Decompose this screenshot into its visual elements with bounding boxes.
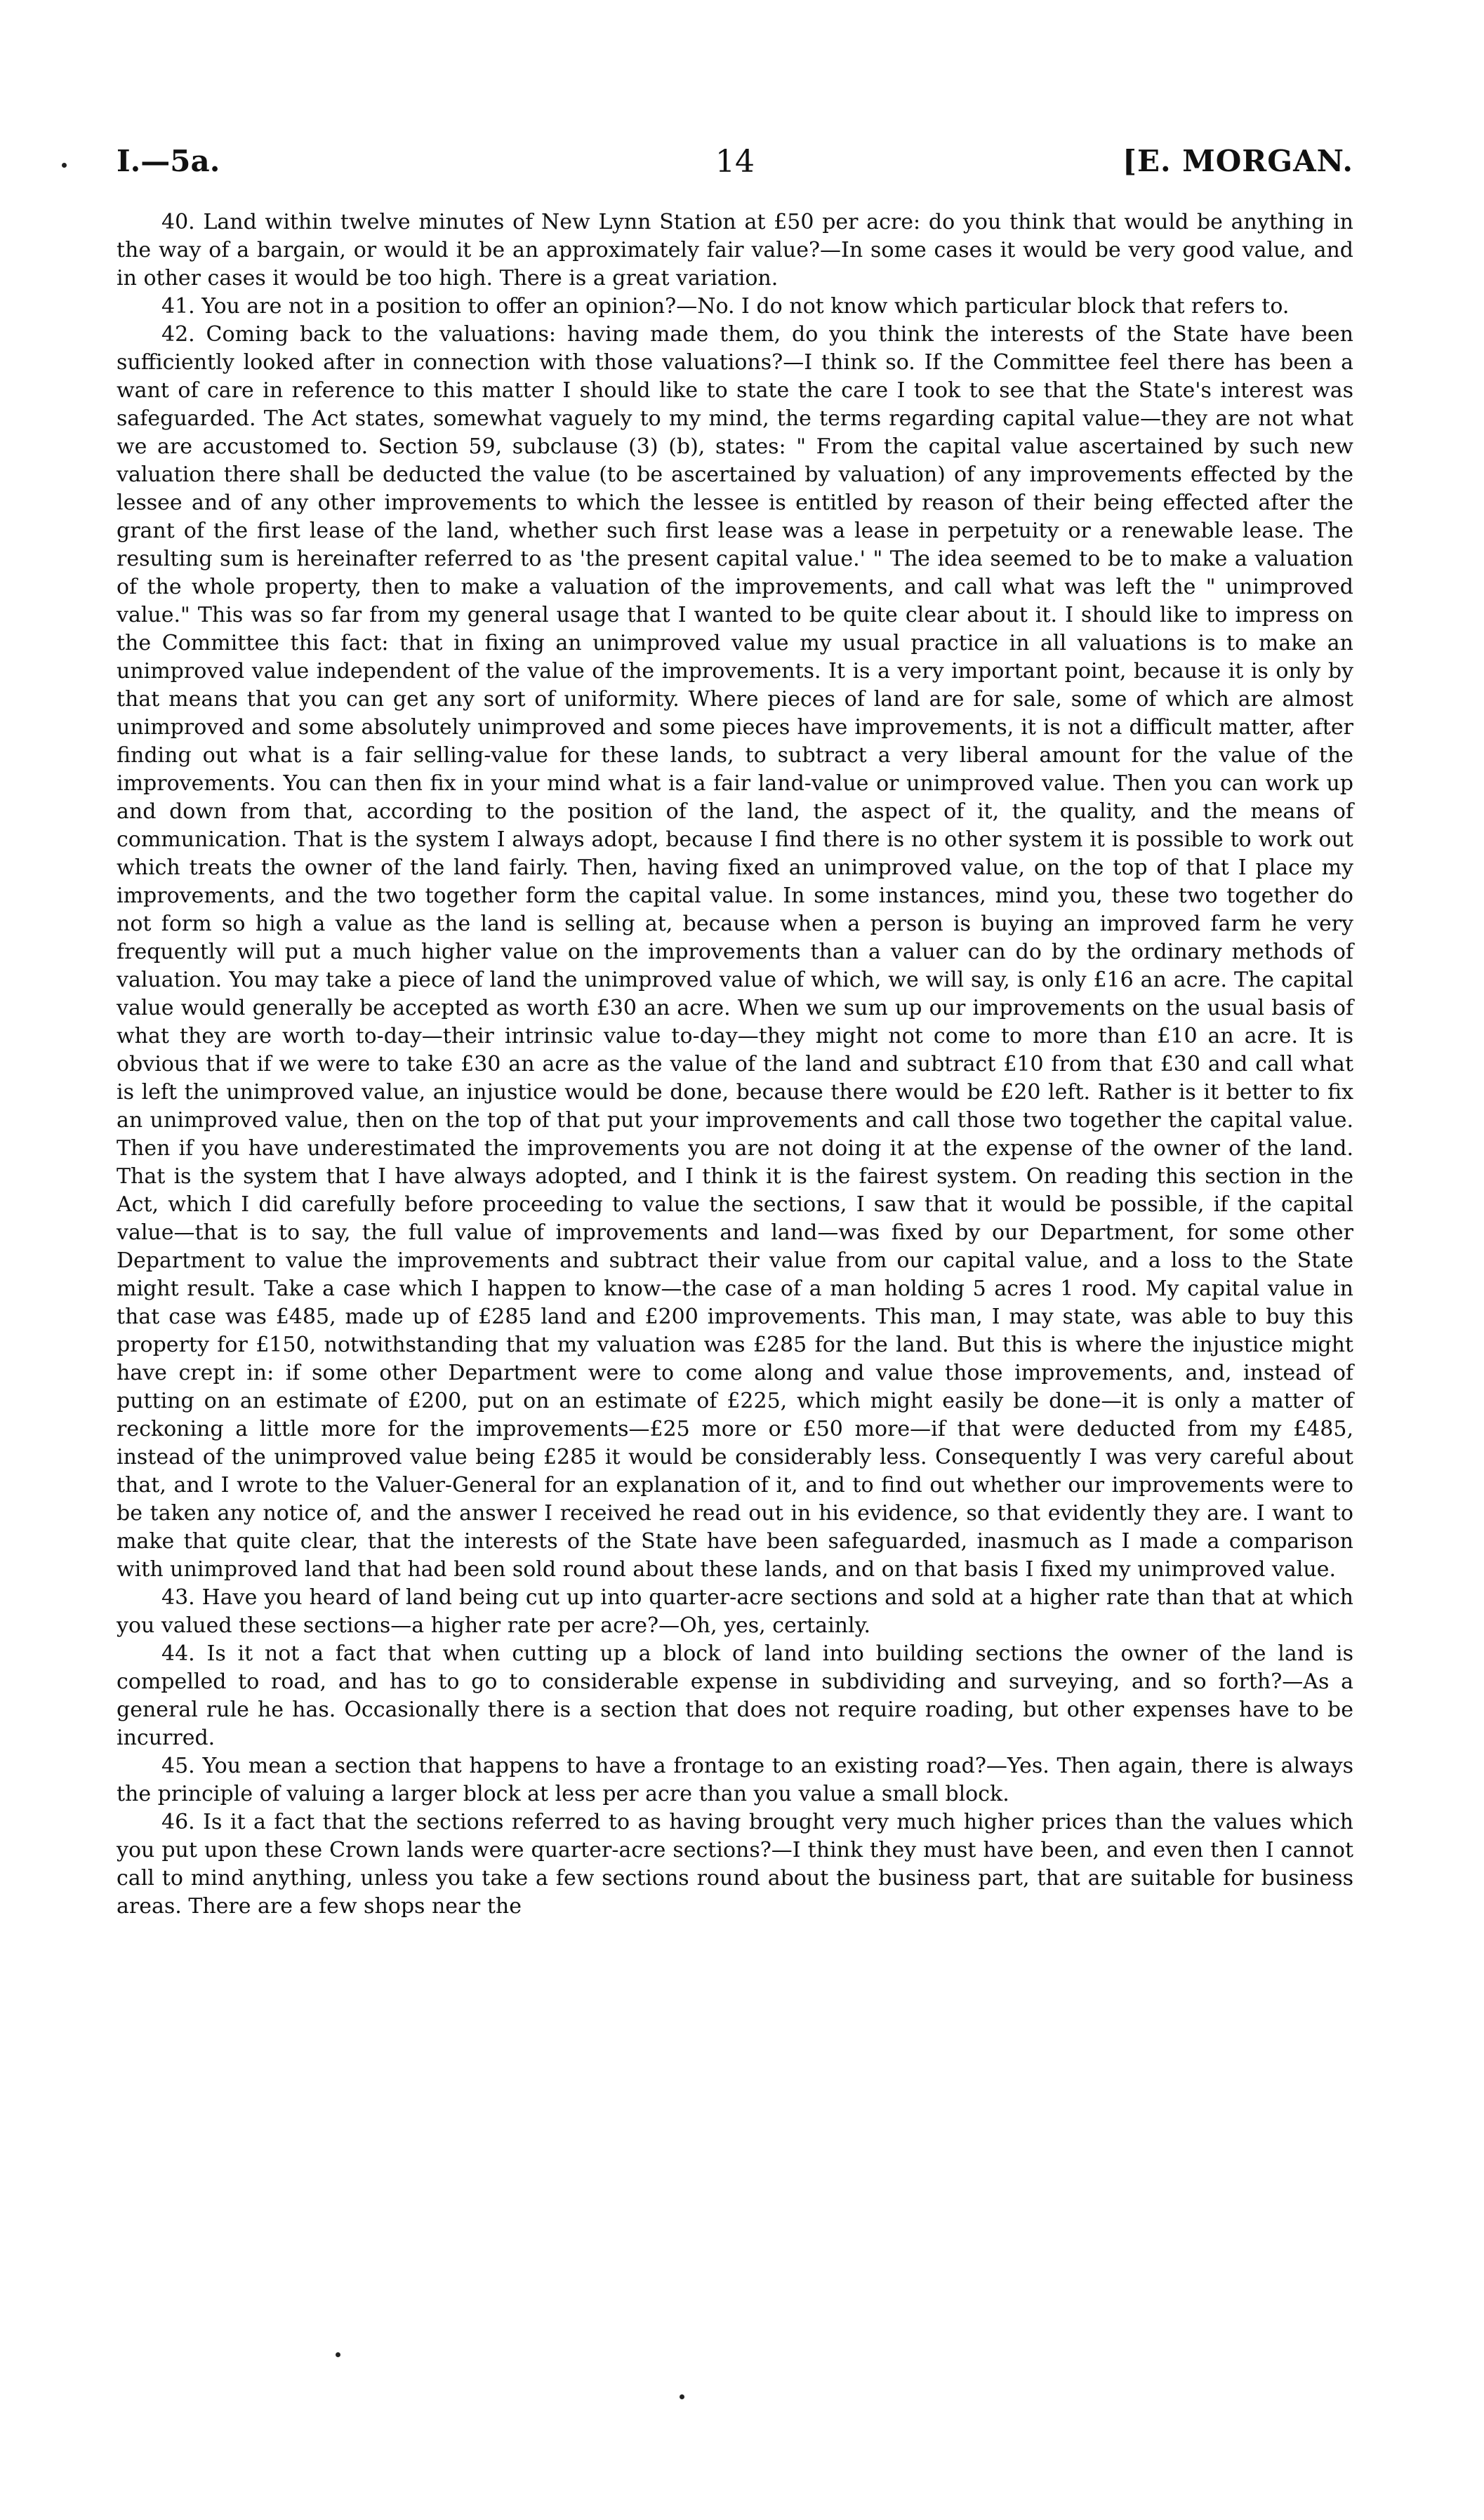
- question-42: 42. Coming back to the valuations: having made them, do you think the interests of the State have been sufficiently looked after in connection with those valuations?—I think so. If the Committee feel there has been a want of care in reference to this matter I should like to state the care I took to see that the State's interest was safeguarded. The Act states, somewhat vaguely to my mind, the terms regarding capital value—they are not what we are accustomed to. Section 59, subclause (3) (b), states: " From the capital value ascertained by such new valuation there shall be deducted the value (to be ascertained by valuation) of any improvements effected by the lessee and of any other improvements to which the lessee is entitled by reason of their being effected after the grant of the first lease of the land, whether such first lease was a lease in perpetuity or a renewable lease. The resulting sum is hereinafter referred to as 'the present capital value.' " The idea seemed to be to make a valuation of the whole property, then to make a valuation of the improvements, and call what was left the " unimproved value." This was so far from my general usage that I wanted to be quite clear about it. I should like to impress on the Committee this fact: that in fixing an unimproved value my usual practice in all valuations is to make an unimproved value independent of the value of the improvements. It is a very important point, because it is only by that means that you can get any sort of uniformity. Where pieces of land are for sale, some of which are almost unimproved and some absolutely unimproved and some pieces have improvements, it is not a difficult matter, after finding out what is a fair selling-value for these lands, to subtract a very liberal amount for the value of the improvements. You can then fix in your mind what is a fair land-value or unimproved value. Then you can work up and down from that, according to the position of the land, the aspect of it, the quality, and the means of communication. That is the system I always adopt, because I find there is no other system it is possible to work out which treats the owner of the land fairly. Then, having fixed an unimproved value, on the top of that I place my improvements, and the two together form the capital value. In some instances, mind you, these two together do not form so high a value as the land is selling at, because when a person is buying an improved farm he very frequently will put a much higher value on the improvements than a valuer can do by the ordinary methods of valuation. You may take a piece of land the unimproved value of which, we will say, is only £16 an acre. The capital value would generally be accepted as worth £30 an acre. When we sum up our improvements on the usual basis of what they are worth to-day—their intrinsic value to-day—they might not come to more than £10 an acre. It is obvious that if we were to take £30 an acre as the value of the land and subtract £10 from that £30 and call what is left the unimproved value, an injustice would be done, because there would be £20 left. Rather is it better to fix an unimproved value, then on the top of that put your improvements and call those two together the capital value. Then if you have underestimated the improvements you are not doing it at the expense of the owner of the land. That is the system that I have always adopted, and I think it is the fairest system. On reading this section in the Act, which I did carefully before proceeding to value the sections, I saw that it would be possible, if the capital value—that is to say, the full value of improvements and land—was fixed by our Department, for some other Department to value the improvements and subtract their value from our capital value, and a loss to the State might result. Take a case which I happen to know—the case of a man holding 5 acres 1 rood. My capital value in that case was £485, made up of £285 land and £200 improvements. This man, I may state, was able to buy this property for £150, notwithstanding that my valuation was £285 for the land. But this is where the injustice might have crept in: if some other Department were to come along and value those improvements, and, instead of putting on an estimate of £200, put on an estimate of £225, which might easily be done—it is only a matter of reckoning a little more for the improvements—£25 more or £50 more—if that were deducted from my £485, instead of the unimproved value being £285 it would be considerably less. Consequently I was very careful about that, and I wrote to the Valuer-General for an explanation of it, and to find out whether our improvements were to be taken any notice of, and the answer I received he read out in his evidence, so that evidently they are. I want to make that quite clear, that the interests of the State have been safeguarded, inasmuch as I made a comparison with unimproved land that had been sold round about these lands, and on that basis I fixed my unimproved value.: [117, 322, 1353, 1582]
- question-46: 46. Is it a fact that the sections referred to as having brought very much higher prices than the values which you put upon these Crown lands were quarter-acre sections?—I think they must have been, and even then I cannot call to mind anything, unless you take a few sections round about the business part, that are suitable for business areas. There are a few shops near the: [117, 1810, 1353, 1919]
- document-page: [117, 144, 1353, 1921]
- question-44: 44. Is it not a fact that when cutting up a block of land into building sections the owner of the land is compelled to road, and has to go to considerable expense in subdividing and surveying, and so forth?—As a general rule he has. Occasionally there is a section that does not require roading, but other expenses have to be incurred.: [117, 1641, 1353, 1750]
- body-text: [117, 208, 1353, 1921]
- question-41: 41. You are not in a position to offer an opinion?—No. I do not know which particular block that refers to.: [161, 294, 1290, 319]
- question-45: 45. You mean a section that happens to have a frontage to an existing road?—Yes. Then again, there is always the principle of valuing a larger block at less per acre than you value a small block.: [117, 1754, 1353, 1806]
- margin-speck: [336, 2352, 340, 2357]
- question-40: 40. Land within twelve minutes of New Lynn Station at £50 per acre: do you think that would be anything in the way of a bargain, or would it be an approximately fair value?—In some cases it would be very good value, and in other cases it would be too high. There is a great variation.: [117, 210, 1353, 291]
- page-number: 14: [715, 144, 755, 180]
- page-header: [117, 144, 1353, 193]
- witness-name: [E. MORGAN.: [1122, 144, 1353, 178]
- question-43: 43. Have you heard of land being cut up into quarter-acre sections and sold at a higher rate than that at which you valued these sections—a higher rate per acre?—Oh, yes, certainly.: [117, 1585, 1353, 1638]
- margin-speck: [62, 163, 67, 168]
- margin-speck: [680, 2394, 684, 2399]
- paper-reference: I.—5a.: [117, 144, 220, 178]
